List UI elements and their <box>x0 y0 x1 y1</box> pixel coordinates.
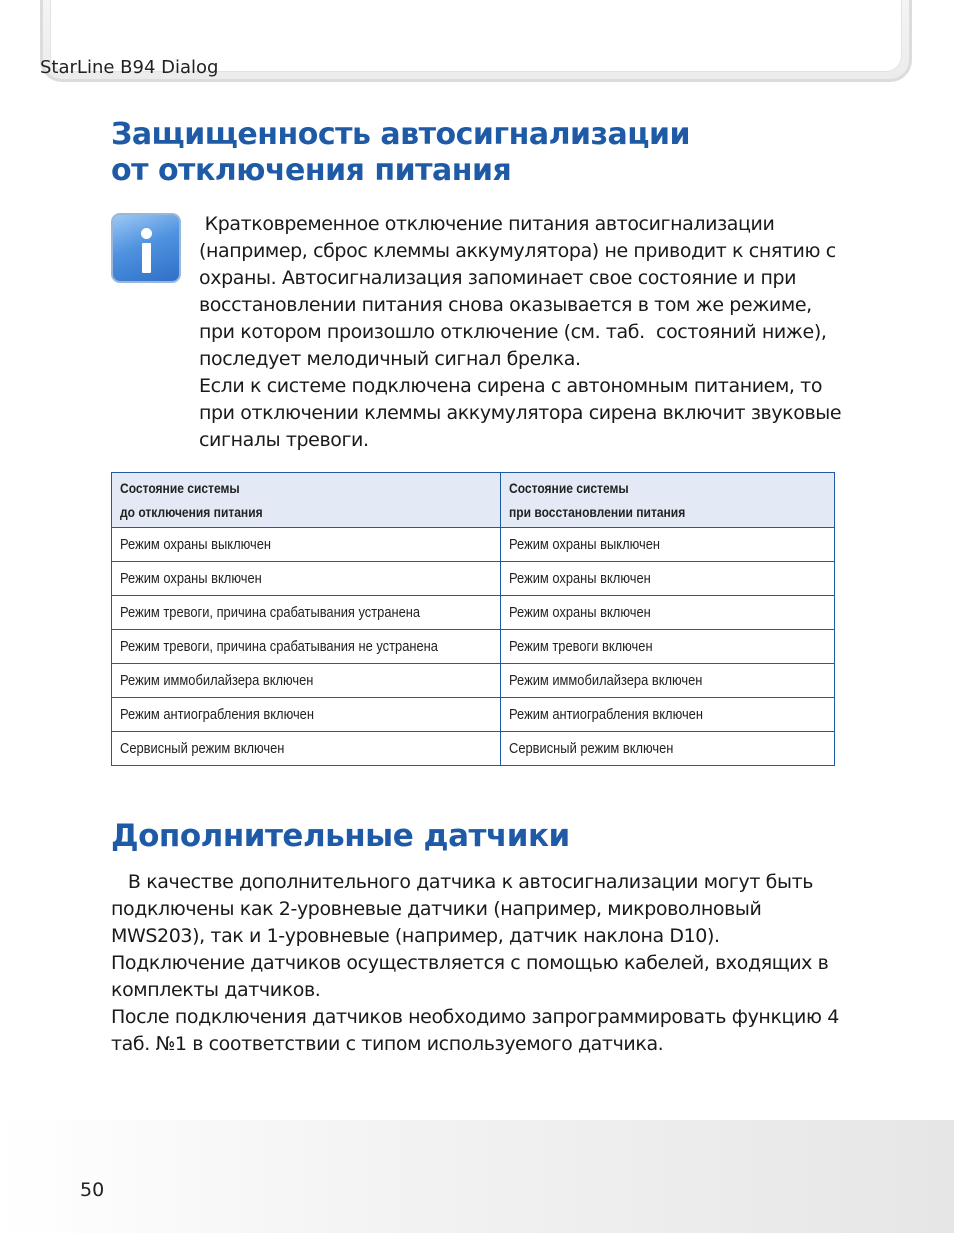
header-line: до отключения питания <box>120 504 263 520</box>
sensors-paragraph-1: В качестве дополнительного датчика к автосигнализации могут быть подключены как 2-уровневые датчики (например, микроволновый MWS203), так и 1-уровневые (например, датчик наклона D10). <box>111 871 819 947</box>
table-cell <box>112 630 501 664</box>
footer-band <box>0 1120 954 1233</box>
table-cell <box>112 528 501 562</box>
table-cell <box>501 732 835 766</box>
table-cell <box>112 698 501 732</box>
cell-text: Сервисный режим включен <box>120 740 285 757</box>
section-title-line1: Защищенность автосигнализации <box>111 117 691 152</box>
cell-text: Режим охраны включен <box>509 570 651 587</box>
table-cell <box>501 664 835 698</box>
table-cell <box>501 528 835 562</box>
cell-text: Режим тревоги, причина срабатывания устранена <box>120 604 421 621</box>
cell-text: Режим охраны включен <box>120 570 262 587</box>
table-cell <box>112 596 501 630</box>
cell-text: Режим охраны выключен <box>120 536 272 553</box>
table-cell <box>112 562 501 596</box>
table-row <box>112 698 835 732</box>
table-row <box>112 562 835 596</box>
sensors-paragraph-3: После подключения датчиков необходимо запрограммировать функцию 4 таб. №1 в соответствии с типом используемого датчика. <box>111 1006 839 1055</box>
cell-text: Режим охраны включен <box>509 604 651 621</box>
section-title-line2: от отключения питания <box>111 153 512 188</box>
sensors-text <box>111 869 851 1058</box>
table-cell <box>501 562 835 596</box>
info-icon-dot <box>141 228 152 239</box>
cell-text: Режим иммобилайзера включен <box>509 672 703 689</box>
cell-text: Режим тревоги включен <box>509 638 653 655</box>
header-line: при восстановлении питания <box>509 504 686 520</box>
table-row <box>112 596 835 630</box>
info-paragraph-2: Если к системе подключена сирена с автономным питанием, то при отключении клеммы аккумулятора сирена включит звуковые сигналы тревоги. <box>199 375 842 451</box>
header-line: Состояние системы <box>509 480 629 496</box>
info-paragraph-1: Кратковременное отключение питания автосигнализации (например, сброс клеммы аккумулятора) не приводит к снятию с охраны. Автосигнализация запоминает свое состояние и при восстановлении питания снова оказывается в том же режиме, при котором произошло отключение (см. таб. состояний ниже), последует мелодичный сигнал брелка. <box>199 213 842 370</box>
table-cell <box>501 630 835 664</box>
table-row <box>112 732 835 766</box>
cell-text: Сервисный режим включен <box>509 740 674 757</box>
document-title: StarLine B94 Dialog <box>40 57 219 78</box>
info-icon <box>111 213 181 283</box>
header-line: Состояние системы <box>120 480 240 496</box>
info-icon-bar <box>142 243 151 273</box>
table-row <box>112 630 835 664</box>
cell-text: Режим иммобилайзера включен <box>120 672 314 689</box>
cell-text: Режим антиограбления включен <box>120 706 314 723</box>
info-text <box>199 211 849 454</box>
table-header-before <box>112 473 501 528</box>
table-row <box>112 528 835 562</box>
table-cell <box>112 732 501 766</box>
cell-text: Режим охраны выключен <box>509 536 661 553</box>
table-header-after <box>501 473 835 528</box>
state-table <box>111 472 835 766</box>
table-cell <box>501 698 835 732</box>
section-title-sensors: Дополнительные датчики <box>111 818 570 854</box>
table-cell <box>501 596 835 630</box>
table-header-row <box>112 473 835 528</box>
page-number: 50 <box>80 1179 105 1201</box>
cell-text: Режим тревоги, причина срабатывания не устранена <box>120 638 438 655</box>
section-title-power <box>111 117 831 189</box>
table-row <box>112 664 835 698</box>
sensors-paragraph-2: Подключение датчиков осуществляется с помощью кабелей, входящих в комплекты датчиков. <box>111 952 829 1001</box>
table-cell <box>112 664 501 698</box>
cell-text: Режим антиограбления включен <box>509 706 703 723</box>
